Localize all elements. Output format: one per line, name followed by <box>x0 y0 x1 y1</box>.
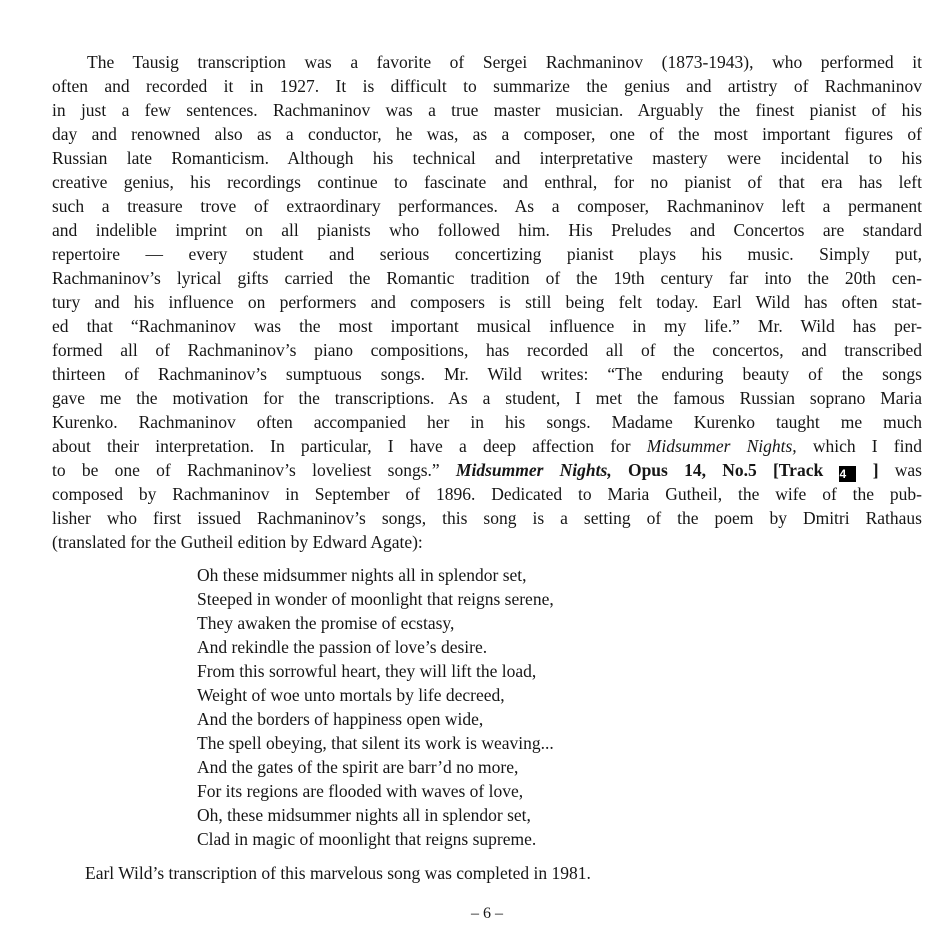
poem-line: Weight of woe unto mortals by life decreed, <box>197 685 505 705</box>
paragraph-text-segment: such a treasure trove of extraordinary performances. As a composer, Rachmaninov left a permanent <box>52 196 922 216</box>
paragraph-line <box>52 242 922 266</box>
paragraph-line <box>52 290 922 314</box>
paragraph-line <box>52 146 922 170</box>
paragraph-text-segment: thirteen of Rachmaninov’s sumptuous songs. Mr. Wild writes: “The enduring beauty of the songs <box>52 364 922 384</box>
paragraph-text-segment: often and recorded it in 1927. It is difficult to summarize the genius and artistry of Rachmaninov <box>52 76 922 96</box>
paragraph-text-segment <box>823 460 839 480</box>
paragraph-line <box>52 170 922 194</box>
paragraph-line <box>52 362 922 386</box>
paragraph-line <box>52 434 922 458</box>
poem-line: From this sorrowful heart, they will lift the load, <box>197 661 537 681</box>
poem-line: For its regions are flooded with waves of love, <box>197 781 524 801</box>
paragraph-text-segment: and indelible imprint on all pianists who followed him. His Preludes and Concertos are standard <box>52 220 922 240</box>
poem-line: The spell obeying, that silent its work is weaving... <box>197 733 554 753</box>
paragraph-line <box>52 458 922 482</box>
paragraph-text-segment: day and renowned also as a conductor, he was, as a composer, one of the most important figures of <box>52 124 922 144</box>
closing-text: Earl Wild’s transcription of this marvelous song was completed in 1981. <box>85 863 591 883</box>
poem-line: Clad in magic of moonlight that reigns supreme. <box>197 829 537 849</box>
paragraph-line <box>52 410 922 434</box>
paragraph-text-segment: in just a few sentences. Rachmaninov was a true master musician. Arguably the finest pianist of his <box>52 100 922 120</box>
paragraph-text-segment: ed that “Rachmaninov was the most important musical influence in my life.” Mr. Wild has per- <box>52 316 922 336</box>
paragraph-text-segment: composed by Rachmaninov in September of 1896. Dedicated to Maria Gutheil, the wife of the pub- <box>52 484 922 504</box>
paragraph-text-segment: which I find <box>796 436 922 456</box>
main-paragraph <box>52 50 922 554</box>
paragraph-line <box>52 506 922 530</box>
paragraph-text-segment <box>612 460 628 480</box>
poem-line: And the borders of happiness open wide, <box>197 709 484 729</box>
poem-line: Oh, these midsummer nights all in splendor set, <box>197 805 531 825</box>
paragraph-line <box>52 314 922 338</box>
paragraph-line <box>52 194 922 218</box>
paragraph-text-segment: Opus 14, No.5 [Track <box>627 460 824 480</box>
paragraph-line <box>52 218 922 242</box>
paragraph-text-segment: ] <box>872 460 879 480</box>
paragraph-text-segment: tury and his influence on performers and composers is still being felt today. Earl Wild has often stat- <box>52 292 922 312</box>
paragraph-line <box>52 266 922 290</box>
paragraph-line <box>52 122 922 146</box>
paragraph-text-segment: formed all of Rachmaninov’s piano compositions, has recorded all of the concertos, and transcribed <box>52 340 922 360</box>
paragraph-text-segment: The Tausig transcription was a favorite of Sergei Rachmaninov (1873-1943), who performed it <box>87 52 922 72</box>
paragraph-text-segment: about their interpretation. In particular, I have a deep affection for <box>52 436 647 456</box>
page-number: – 6 – <box>471 905 503 922</box>
paragraph-text-segment: Rachmaninov’s lyrical gifts carried the Romantic tradition of the 19th century far into the 20th cen- <box>52 268 922 288</box>
text-block <box>52 50 922 926</box>
poem-line: Oh these midsummer nights all in splendor set, <box>197 565 527 585</box>
closing-line <box>52 861 922 885</box>
paragraph-line <box>52 482 922 506</box>
paragraph-text-segment: gave me the motivation for the transcriptions. As a student, I met the famous Russian soprano Maria <box>52 388 922 408</box>
paragraph-line <box>52 386 922 410</box>
paragraph-text-segment: repertoire — every student and serious concertizing pianist plays his music. Simply put, <box>52 244 922 264</box>
paragraph-line <box>52 98 922 122</box>
paragraph-text-segment: Kurenko. Rachmaninov often accompanied her in his songs. Madame Kurenko taught me much <box>52 412 922 432</box>
poem-line: And rekindle the passion of love’s desire. <box>197 637 488 657</box>
paragraph-text-segment: Midsummer Nights, <box>455 460 612 480</box>
paragraph-text-segment: lisher who first issued Rachmaninov’s songs, this song is a setting of the poem by Dmitri Rathaus <box>52 508 922 528</box>
paragraph-text-segment: Midsummer Nights, <box>646 436 797 456</box>
poem-line: Steeped in wonder of moonlight that reigns serene, <box>197 589 554 609</box>
paragraph-text-segment: to be one of Rachmaninov’s loveliest songs.” <box>52 460 456 480</box>
paragraph-line <box>52 74 922 98</box>
poem-line: They awaken the promise of ecstasy, <box>197 613 455 633</box>
paragraph-line <box>52 338 922 362</box>
poem-line: And the gates of the spirit are barr’d no more, <box>197 757 519 777</box>
paragraph-line <box>52 530 922 554</box>
poem-block <box>52 563 922 851</box>
paragraph-text-segment: Russian late Romanticism. Although his technical and interpretative mastery were incidental to his <box>52 148 922 168</box>
paragraph-text-segment <box>856 460 872 480</box>
paragraph-text-segment: (translated for the Gutheil edition by Edward Agate): <box>52 532 423 552</box>
paragraph-line <box>52 50 922 74</box>
paragraph-text-segment: was <box>878 460 922 480</box>
track-number-badge: 4 <box>839 466 856 482</box>
paragraph-text-segment: creative genius, his recordings continue to fascinate and enthral, for no pianist of that era has left <box>52 172 922 192</box>
